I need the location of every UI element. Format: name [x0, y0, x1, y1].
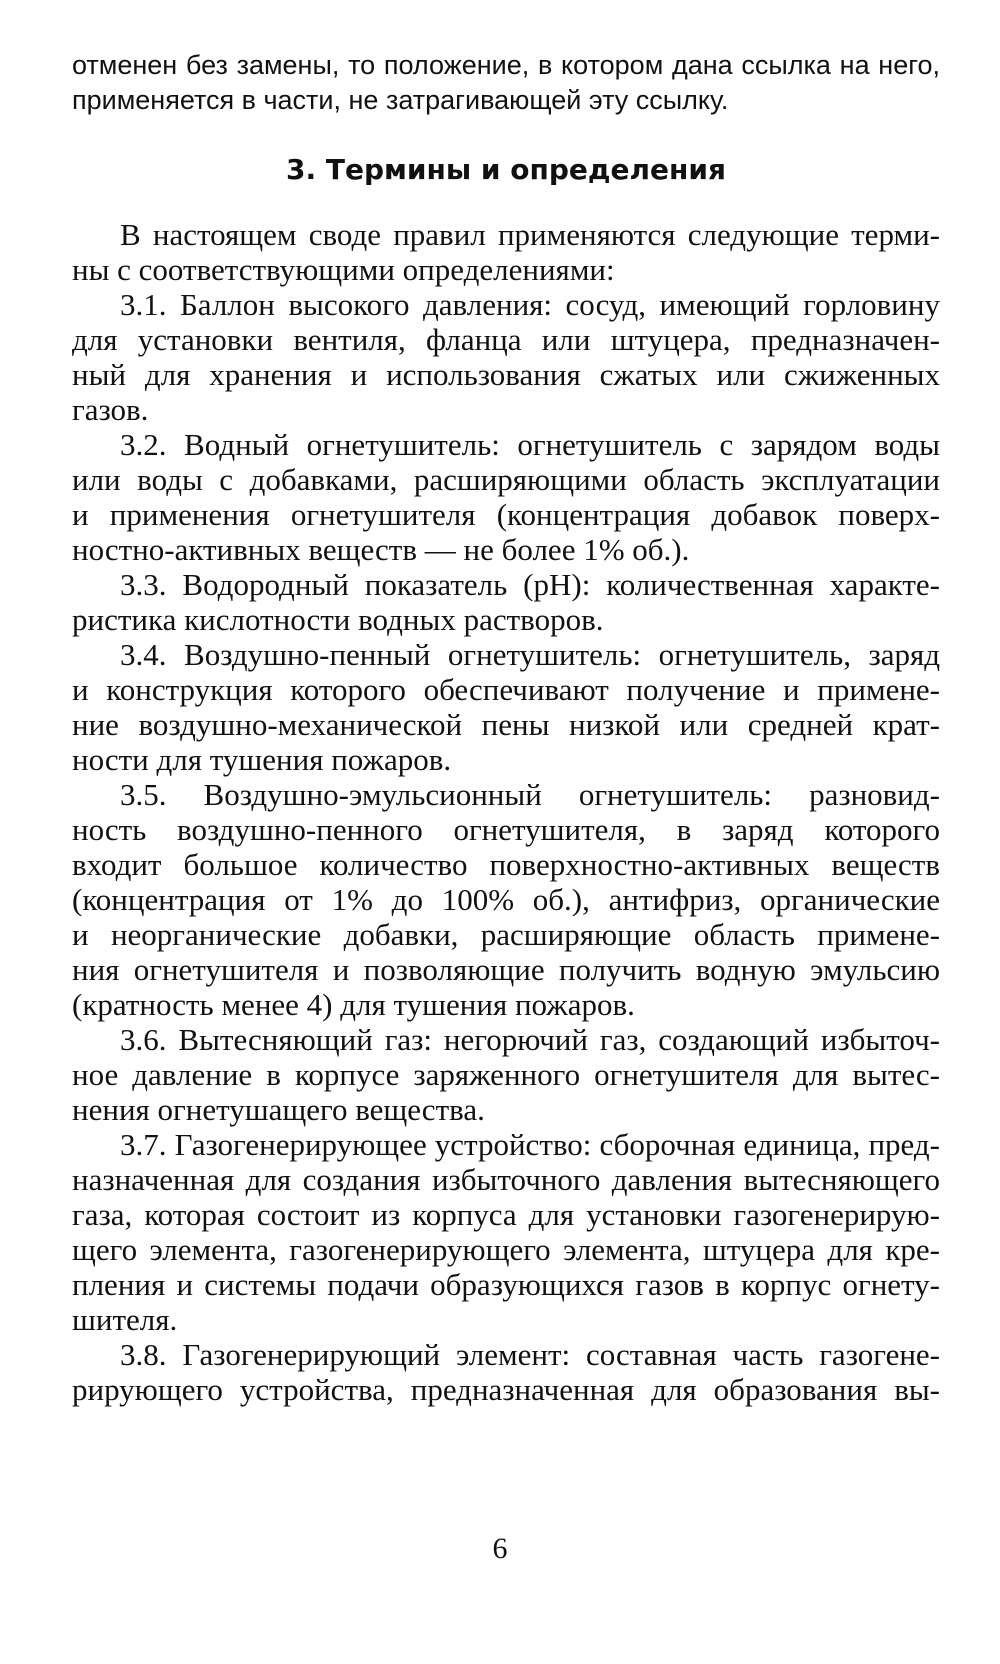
- text-line: ное давление в корпусе заряженного огнетушителя для вытес-: [72, 1057, 940, 1092]
- text-line: (концентрация от 1% до 100% об.), антифриз, органические: [72, 882, 940, 917]
- text-line: 3.4. Воздушно-пенный огнетушитель: огнетушитель, заряд: [120, 637, 940, 672]
- text-line: рирующего устройства, предназначенная для образования вы-: [72, 1372, 940, 1407]
- text-line: щего элемента, газогенерирующего элемента, штуцера для кре-: [72, 1232, 940, 1267]
- paragraph-term-3-4: [72, 637, 940, 777]
- paragraph-term-3-6: [72, 1022, 940, 1127]
- paragraph-term-3-1: [72, 287, 940, 427]
- text-line: входит большое количество поверхностно-активных веществ: [72, 847, 940, 882]
- text-line: 3.5. Воздушно-эмульсионный огнетушитель: разновид-: [120, 777, 940, 812]
- text-line: шителя.: [72, 1302, 178, 1337]
- paragraph-term-3-3: [72, 567, 940, 637]
- text-line: В настоящем своде правил применяются следующие терми-: [120, 217, 940, 252]
- text-line: ристика кислотности водных растворов.: [72, 602, 604, 637]
- document-page: [72, 48, 940, 1407]
- text-line: ние воздушно-механической пены низкой или средней крат-: [72, 707, 940, 742]
- text-line: ность воздушно-пенного огнетушителя, в заряд которого: [72, 812, 940, 847]
- text-line: и неорганические добавки, расширяющие область примене-: [72, 917, 940, 952]
- text-line: (кратность менее 4) для тушения пожаров.: [72, 987, 635, 1022]
- text-line: для установки вентиля, фланца или штуцера, предназначен-: [72, 322, 940, 357]
- text-line: нения огнетушащего вещества.: [72, 1092, 485, 1127]
- intro-line: отменен без замены, то положение, в котором дана ссылка на него,: [72, 50, 940, 80]
- paragraph-term-3-2: [72, 427, 940, 567]
- text-line: пления и системы подачи образующихся газов в корпус огнету-: [72, 1267, 940, 1302]
- text-line: газов.: [72, 392, 149, 427]
- text-line: 3.8. Газогенерирующий элемент: составная часть газогене-: [120, 1337, 940, 1372]
- text-line: ны с соответствующими определениями:: [72, 252, 615, 287]
- text-line: и конструкция которого обеспечивают получение и примене-: [72, 672, 940, 707]
- paragraph-intro-terms: [72, 217, 940, 287]
- text-line: 3.1. Баллон высокого давления: сосуд, имеющий горловину: [120, 287, 940, 322]
- text-line: 3.6. Вытесняющий газ: негорючий газ, создающий избыточ-: [120, 1022, 940, 1057]
- text-line: 3.7. Газогенерирующее устройство: сборочная единица, пред-: [120, 1127, 940, 1162]
- text-line: ности для тушения пожаров.: [72, 742, 452, 777]
- text-line: 3.3. Водородный показатель (pH): количественная характе-: [120, 567, 940, 602]
- section-heading: 3. Термины и определения: [286, 153, 726, 186]
- text-line: 3.2. Водный огнетушитель: огнетушитель с зарядом воды: [120, 427, 940, 462]
- text-line: и применения огнетушителя (концентрация добавок поверх-: [72, 497, 940, 532]
- text-line: или воды с добавками, расширяющими область эксплуатации: [72, 462, 940, 497]
- paragraph-term-3-7: [72, 1127, 940, 1337]
- text-line: ностно-активных веществ — не более 1% об.).: [72, 532, 690, 567]
- intro-line: применяется в части, не затрагивающей эту ссылку.: [72, 85, 729, 115]
- text-line: газа, которая состоит из корпуса для установки газогенерирую-: [72, 1197, 940, 1232]
- paragraph-term-3-8: [72, 1337, 940, 1407]
- paragraph-term-3-5: [72, 777, 940, 1022]
- text-line: ния огнетушителя и позволяющие получить водную эмульсию: [72, 952, 940, 987]
- text-line: назначенная для создания избыточного давления вытесняющего: [72, 1162, 940, 1197]
- text-line: ный для хранения и использования сжатых или сжиженных: [72, 357, 940, 392]
- page-number: 6: [492, 1532, 508, 1565]
- intro-paragraph: [72, 48, 940, 118]
